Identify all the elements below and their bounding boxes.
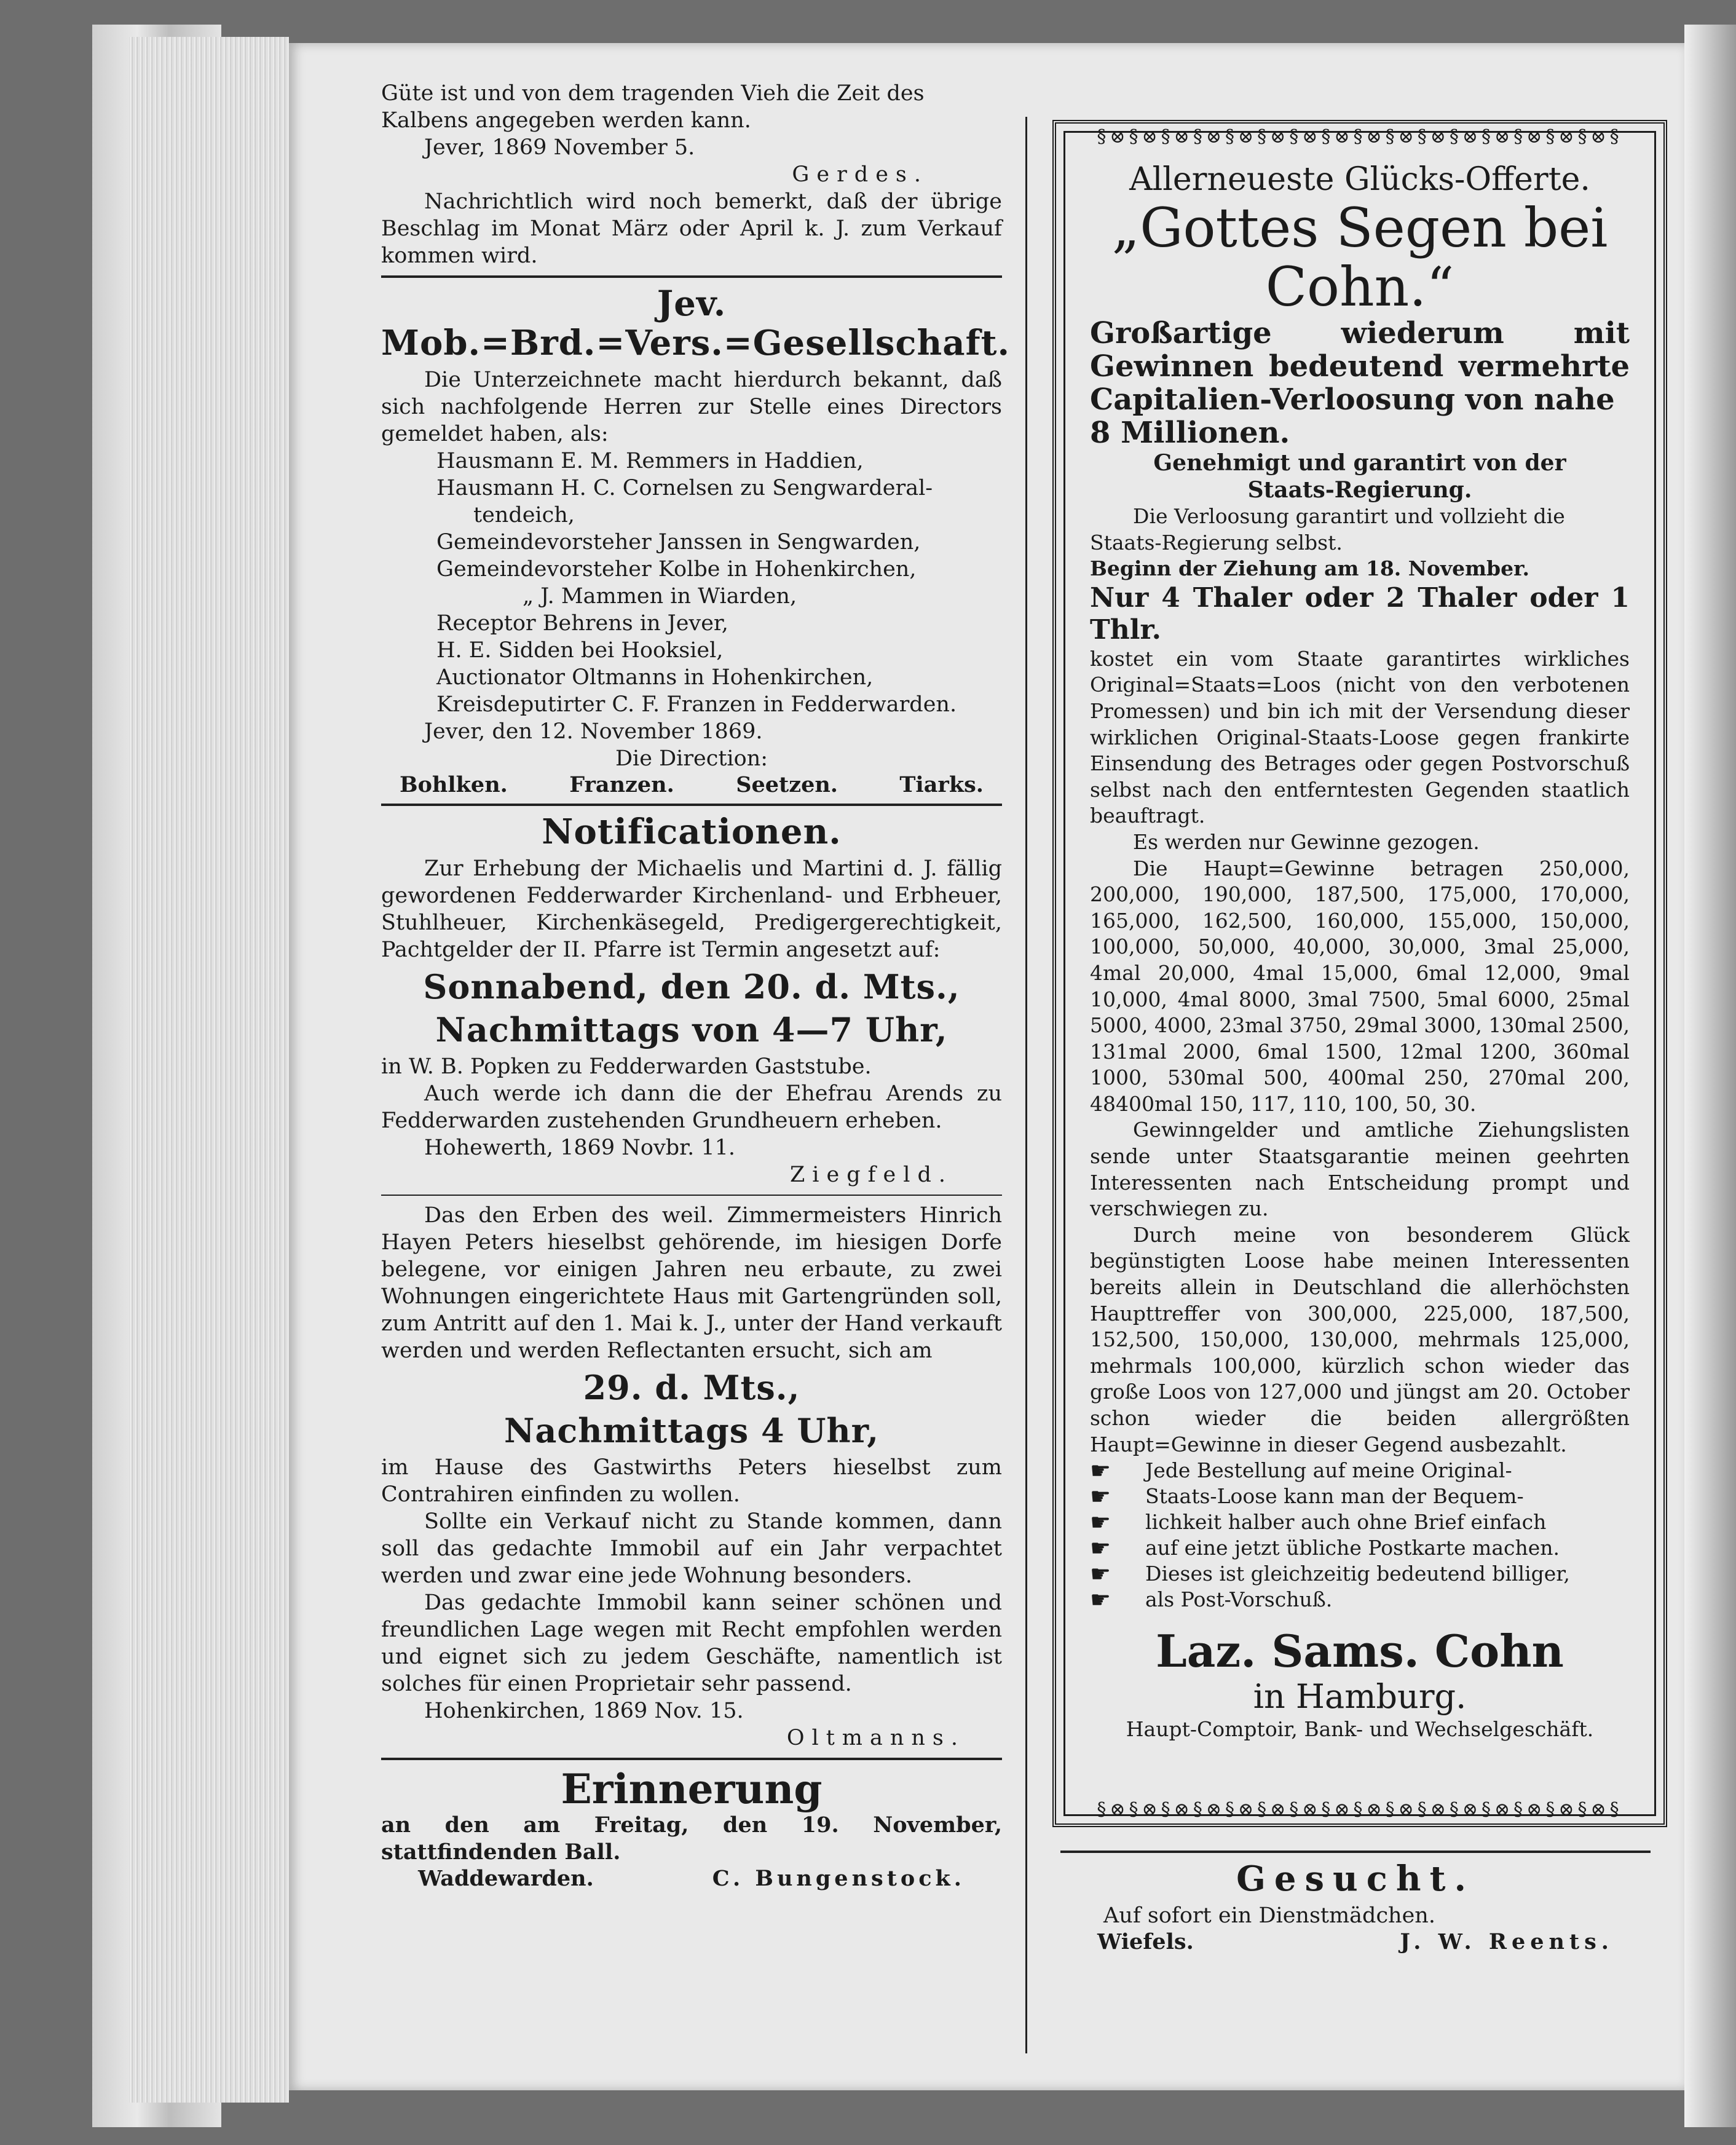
advertiser-business: Haupt-Comptoir, Bank- und Wechselgeschäft. [1126, 1717, 1594, 1742]
hand-note [1090, 1535, 1630, 1561]
place-date: Jever, den 12. November 1869. [424, 719, 763, 744]
section-rule [381, 804, 1002, 806]
signer: Bohlken. [400, 772, 508, 797]
section-rule [381, 275, 1002, 278]
ad-headline: „Gottes Segen bei Cohn.“ [1111, 196, 1608, 318]
pointing-hand-icon: ☛ [1090, 1586, 1111, 1614]
pointing-hand-icon: ☛ [1090, 1509, 1111, 1536]
notice-heading: Gesucht. [1236, 1859, 1475, 1899]
sale-paragraph: Das gedachte Immobil kann seiner schönen und freundlichen Lage wegen mit Recht empfohlen werden und eignet sich zu jedem Geschäfte, namentlich ist solches für einen Proprietair sehr passend. [381, 1590, 1002, 1696]
ad-guarantee: Die Verloosung garantirt und vollzieht die [1133, 504, 1565, 528]
section-rule [1060, 1851, 1651, 1853]
text-line: Kalbens angegeben werden kann. [381, 108, 751, 133]
signature: J. W. Reents. [1400, 1929, 1614, 1954]
ad-drawing-start: Beginn der Ziehung am 18. November. [1090, 556, 1529, 581]
section-heading: Erinnerung [561, 1765, 823, 1813]
date-heading: 29. d. Mts., [583, 1368, 800, 1407]
signers-row [381, 772, 1002, 797]
note-paragraph: Nachrichtlich wird noch bemerkt, daß der übrige Beschlag im Monat März oder April k. J. zum Verkauf kommen wird. [381, 189, 1002, 268]
candidate-list [381, 448, 1002, 718]
time-heading: Nachmittags von 4—7 Uhr, [435, 1010, 948, 1049]
hand-note-text: Jede Bestellung auf meine Original- [1145, 1458, 1512, 1483]
ad-lead: Großartige wiederum mit Gewinnen bedeutend vermehrte Capitalien-Verloosung von nahe [1090, 316, 1630, 417]
notification-paragraph: Zur Erhebung der Michaelis und Martini d. J. fällig gewordenen Fedderwarder Kirchenland- und Erbheuer, Stuhlheuer, Kirchenkäsegeld, Predigergerechtigkeit, Pachtgelder der II. Pfarre ist Termin angesetzt auf: [381, 856, 1002, 962]
ad-guarantee: Staats-Regierung selbst. [1090, 530, 1343, 555]
signature-row [381, 1866, 1002, 1891]
ad-title: Allerneueste Glücks-Offerte. [1129, 161, 1590, 198]
pointing-hand-icon: ☛ [1090, 1457, 1111, 1485]
hand-note-text: als Post-Vorschuß. [1145, 1587, 1333, 1612]
ad-approval: Genehmigt und garantirt von der [1153, 450, 1566, 476]
notification-paragraph: Auch werde ich dann die der Ehefrau Arends zu Fedderwarden zustehenden Grundheuern erheben. [381, 1081, 1002, 1133]
section-rule [381, 1195, 1002, 1196]
ornament-band: §⊗§⊗§⊗§⊗§⊗§⊗§⊗§⊗§⊗§⊗§⊗§⊗§⊗§⊗§⊗§⊗§ [1097, 126, 1623, 148]
place-date: Hohenkirchen, 1869 Nov. 15. [424, 1699, 744, 1723]
ad-price: Nur 4 Thaler oder 2 Thaler oder 1 Thlr. [1090, 582, 1630, 646]
advertiser-city: in Hamburg. [1253, 1677, 1467, 1716]
list-item: „ J. Mammen in Wiarden, [523, 584, 797, 609]
sale-paragraph: im Hause des Gastwirths Peters hieselbst zum Contrahiren einfinden zu wollen. [381, 1455, 1002, 1507]
hand-note-text: lichkeit halber auch ohne Brief einfach [1145, 1510, 1547, 1535]
book-edge-right [1684, 25, 1736, 2127]
ad-hand-notes [1090, 1458, 1630, 1613]
place-date: Jever, 1869 November 5. [424, 135, 695, 160]
ad-approval: Staats-Regierung. [1247, 477, 1472, 503]
signature: C. Bungenstock. [712, 1866, 965, 1891]
sale-paragraph: Das den Erben des weil. Zimmermeisters Hinrich Hayen Peters hieselbst gehörende, im hiesigen Dorfe belegene, vor einigen Jahren neu erbaute, zu zwei Wohnungen eingerichtete Haus mit Gartengründen soll, zum Antritt auf den 1. Mai k. J., unter der Hand verkauft werden und werden Reflectanten ersucht, sich am [381, 1203, 1002, 1363]
list-item: Gemeindevorsteher Kolbe in Hohenkirchen, [436, 557, 917, 582]
hand-note [1090, 1509, 1630, 1535]
ornament-band: §⊗§⊗§⊗§⊗§⊗§⊗§⊗§⊗§⊗§⊗§⊗§⊗§⊗§⊗§⊗§⊗§ [1097, 1799, 1623, 1820]
signature-row [1060, 1929, 1651, 1954]
ad-prize-list: Die Haupt=Gewinne betragen 250,000, 200,000, 190,000, 187,500, 175,000, 170,000, 165,000, 162,500, 160,000, 155,000, 150,000, 100,000, 50,000, 40,000, 30,000, 3mal 25,000, 4mal 20,000, 4mal 15,000, 6mal 12,000, 9mal 10,000, 4mal 8000, 3mal 7500, 5mal 6000, 25mal 5000, 4000, 23mal 3750, 29mal 3000, 130mal 2500, 131mal 2000, 6mal 1500, 12mal 1200, 360mal 1000, 530mal 500, 400mal 250, 270mal 200, 48400mal 150, 117, 110, 100, 50, 30. [1090, 856, 1630, 1116]
advertiser-name: Laz. Sams. Cohn [1156, 1625, 1564, 1678]
place: Waddewarden. [418, 1866, 594, 1891]
left-column [381, 80, 1010, 1891]
list-item: Receptor Behrens in Jever, [436, 611, 728, 636]
list-item: tendeich, [473, 503, 575, 527]
reminder-text: an den am Freitag, den 19. November, stattfindenden Ball. [381, 1812, 1002, 1865]
list-item: H. E. Sidden bei Hooksiel, [436, 638, 724, 663]
place: Wiefels. [1097, 1929, 1194, 1954]
signer: Tiarks. [899, 772, 984, 797]
list-item: Hausmann H. C. Cornelsen zu Sengwarderal- [436, 476, 933, 500]
list-item: Gemeindevorsteher Janssen in Sengwarden, [436, 530, 921, 555]
section-rule [381, 1758, 1002, 1760]
list-item: Hausmann E. M. Remmers in Haddien, [436, 449, 864, 473]
place-date: Hohewerth, 1869 Novbr. 11. [424, 1136, 735, 1160]
hand-note-text: Dieses ist gleichzeitig bedeutend billiger, [1145, 1562, 1570, 1586]
sale-paragraph: Sollte ein Verkauf nicht zu Stande kommen, dann soll das gedachte Immobil auf ein Jahr verpachtet werden und zwar eine jede Wohnung besonders. [381, 1509, 1002, 1588]
pointing-hand-icon: ☛ [1090, 1483, 1111, 1511]
lottery-advertisement [1052, 120, 1667, 1827]
hand-note [1090, 1587, 1630, 1613]
notice-text: Auf sofort ein Dienstmädchen. [1103, 1903, 1435, 1928]
hand-note-text: auf eine jetzt übliche Postkarte machen. [1145, 1536, 1560, 1560]
hand-note-text: Staats-Loose kann man der Bequem- [1145, 1484, 1524, 1509]
intro-paragraph: Die Unterzeichnete macht hierdurch bekannt, daß sich nachfolgende Herren zur Stelle eines Directors gemeldet haben, als: [381, 368, 1002, 446]
date-heading: Sonnabend, den 20. d. Mts., [423, 967, 960, 1006]
signer: Seetzen. [736, 772, 838, 797]
pointing-hand-icon: ☛ [1090, 1560, 1111, 1588]
ad-payout: Gewinngelder und amtliche Ziehungslisten sende unter Staatsgarantie meinen geehrten Interessenten nach Entscheidung prompt und verschwiegen zu. [1090, 1118, 1630, 1221]
ad-lead-amount: 8 Millionen. [1090, 416, 1290, 450]
ad-price-text: kostet ein vom Staate garantirtes wirkliches Original=Staats=Loos (nicht von den verbotenen Promessen) und bin ich mit der Versendung dieser wirklichen Original-Staats-Loose gegen frankirte Einsendung des Betrages oder gegen Postvorschuß selbst nach den entferntesten Gegenden staatlich beauftragt. [1090, 646, 1630, 828]
signature: Gerdes. [792, 162, 928, 187]
list-item: Kreisdeputirter C. F. Franzen in Fedderwarden. [436, 692, 957, 717]
signer: Franzen. [569, 772, 674, 797]
pointing-hand-icon: ☛ [1090, 1535, 1111, 1562]
hand-note [1090, 1458, 1630, 1483]
hand-note [1090, 1561, 1630, 1587]
ad-track-record: Durch meine von besonderem Glück begünstigten Loose habe meinen Interessenten bereits allein in Deutschland die allerhöchsten Haupttreffer von 300,000, 225,000, 187,500, 152,500, 150,000, 130,000, mehrmals 125,000, mehrmals 100,000, kürzlich schon wieder das große Loos von 127,000 und jüngst am 20. October schon wieder die beiden allergrößten Haupt=Gewinne in dieser Gegend ausbezahlt. [1090, 1222, 1630, 1456]
section-heading: Notificationen. [542, 812, 842, 852]
wanted-notice [1060, 1844, 1651, 1954]
signature: Ziegfeld. [789, 1163, 953, 1187]
hand-note [1090, 1483, 1630, 1509]
venue-line: in W. B. Popken zu Fedderwarden Gaststube. [381, 1054, 872, 1079]
section-heading: Jev. Mob.=Brd.=Vers.=Gesellschaft. [381, 283, 1010, 363]
text-line: Güte ist und von dem tragenden Vieh die Zeit des [381, 81, 925, 106]
column-divider [1025, 117, 1027, 2053]
time-heading: Nachmittags 4 Uhr, [503, 1411, 880, 1450]
ad-only-wins: Es werden nur Gewinne gezogen. [1133, 829, 1480, 854]
list-item: Auctionator Oltmanns in Hohenkirchen, [436, 665, 874, 690]
signature: Oltmanns. [786, 1726, 965, 1750]
advertisement-content [1090, 160, 1630, 1743]
page-stack-edge [129, 37, 289, 2103]
direction-label: Die Direction: [615, 746, 768, 771]
